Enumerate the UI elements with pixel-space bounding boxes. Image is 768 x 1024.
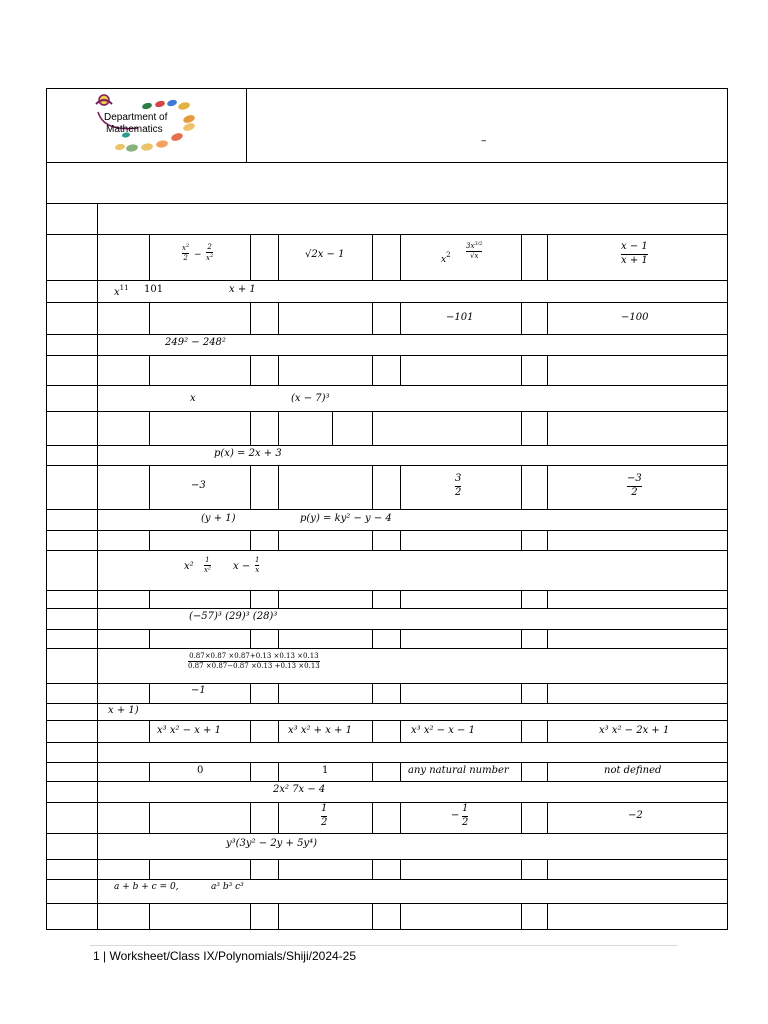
column-divider <box>149 302 150 334</box>
column-divider <box>250 234 251 280</box>
column-divider <box>521 411 522 445</box>
row-divider <box>46 509 728 510</box>
column-divider <box>250 590 251 608</box>
column-divider <box>400 629 401 648</box>
column-divider <box>250 465 251 509</box>
q11-option-b: 1 <box>322 765 329 776</box>
q7-stem-b <box>204 557 211 575</box>
row-divider <box>46 385 728 386</box>
column-divider <box>250 762 251 781</box>
footer-rule <box>90 945 678 946</box>
q1-option-b-text: 2x − 1 <box>311 249 345 260</box>
q7-stem-c-num: 1 <box>255 556 260 564</box>
column-divider <box>521 302 522 334</box>
column-divider <box>250 859 251 879</box>
q1-option-a-minus: − <box>194 250 202 260</box>
q1-option-a-frac1: $x^2$ 2 <box>182 243 190 263</box>
column-divider <box>149 802 150 833</box>
row-divider <box>46 648 728 649</box>
column-divider <box>547 355 548 385</box>
logo-text-line2: Mathematics <box>106 124 163 135</box>
column-divider <box>278 802 279 833</box>
q5-option-c-den: 2 <box>455 486 462 498</box>
q12-option-b-num: 1 <box>321 803 328 814</box>
header-dash: – <box>481 134 487 147</box>
column-divider <box>400 903 401 930</box>
q2-stem-pow: 11 <box>119 284 129 292</box>
column-divider <box>278 903 279 930</box>
q6-stem-poly: p(y) = ky² − y − 4 <box>300 513 392 524</box>
column-divider <box>278 629 279 648</box>
column-divider <box>547 234 548 280</box>
column-divider <box>547 720 548 742</box>
q10-option-c: x³ x² − x − 1 <box>411 725 475 736</box>
q5-option-d <box>627 474 642 498</box>
column-divider <box>521 465 522 509</box>
q12-option-c <box>462 804 468 828</box>
column-divider <box>250 903 251 930</box>
column-divider <box>278 762 279 781</box>
department-logo <box>92 92 212 156</box>
column-divider <box>278 411 279 445</box>
q14-stem-a: a + b + c = 0, <box>114 882 179 892</box>
column-divider <box>547 683 548 703</box>
q10-option-a: x³ x² − x + 1 <box>157 725 221 736</box>
q2-stem-divisor: x + 1 <box>229 284 256 295</box>
column-divider <box>521 903 522 930</box>
q13-stem: y³(3y² − 2y + 5y⁴) <box>226 838 317 849</box>
column-divider <box>278 302 279 334</box>
q11-option-c: any natural number <box>408 765 509 776</box>
column-divider <box>400 465 401 509</box>
q4-stem-x: x <box>190 393 196 404</box>
column-divider <box>521 355 522 385</box>
column-divider <box>278 859 279 879</box>
q9-stem-den: 0.87 ×0.87−0.87 ×0.13 +0.13 ×0.13 <box>188 662 320 671</box>
column-divider <box>372 903 373 930</box>
column-divider <box>372 530 373 550</box>
column-divider <box>250 802 251 833</box>
row-divider <box>46 742 728 743</box>
q1-option-c-frac: $3x^{3/2}$ √x <box>466 241 483 261</box>
row-divider <box>46 781 728 782</box>
q6-stem-factor: (y + 1) <box>201 513 236 524</box>
column-divider <box>372 234 373 280</box>
column-divider <box>372 590 373 608</box>
column-divider <box>278 720 279 742</box>
column-divider <box>149 903 150 930</box>
row-divider <box>46 280 728 281</box>
q9-stem-num: 0.87×0.87 ×0.87+0.13 ×0.13 ×0.13 <box>189 652 319 660</box>
column-divider <box>149 720 150 742</box>
q1-option-a-frac2: 2 $x^2$ <box>206 243 214 263</box>
q12-option-d: −2 <box>628 810 643 821</box>
column-divider <box>372 629 373 648</box>
column-divider <box>149 762 150 781</box>
column-divider <box>547 465 548 509</box>
logo-text-line1: Department of <box>104 112 168 123</box>
row-divider <box>46 334 728 335</box>
column-divider <box>521 720 522 742</box>
column-divider <box>547 530 548 550</box>
q1-option-b: √2x − 1 <box>305 249 345 260</box>
column-divider <box>278 465 279 509</box>
row-divider <box>46 833 728 834</box>
column-divider <box>521 683 522 703</box>
q10-option-d: x³ x² − 2x + 1 <box>599 725 670 736</box>
column-divider <box>278 530 279 550</box>
q2-option-d: −100 <box>621 312 649 323</box>
column-divider <box>250 683 251 703</box>
column-divider <box>372 859 373 879</box>
column-divider <box>521 590 522 608</box>
column-divider <box>400 683 401 703</box>
q9-option-a: −1 <box>191 685 206 696</box>
q5-option-d-num: −3 <box>627 473 642 484</box>
column-divider <box>149 355 150 385</box>
q7-stem-b-num: 1 <box>205 556 210 564</box>
column-divider <box>372 465 373 509</box>
column-divider <box>521 629 522 648</box>
q10-stem: x + 1) <box>108 705 139 716</box>
row-divider <box>46 550 728 551</box>
column-divider <box>400 530 401 550</box>
column-divider <box>400 802 401 833</box>
q2-stem-base: x <box>114 287 120 298</box>
q8-stem: (−57)³ (29)³ (28)³ <box>189 611 278 622</box>
column-divider <box>278 234 279 280</box>
q12-option-b-den: 2 <box>321 816 328 828</box>
q5-stem: p(x) = 2x + 3 <box>214 448 282 459</box>
q1-option-c-base: x <box>441 255 447 265</box>
column-divider <box>149 683 150 703</box>
column-divider <box>547 590 548 608</box>
q11-option-d: not defined <box>604 765 662 776</box>
column-divider <box>547 802 548 833</box>
q5-option-c-num: 3 <box>455 473 462 484</box>
column-divider <box>521 762 522 781</box>
column-divider <box>521 802 522 833</box>
q5-option-c <box>455 474 461 498</box>
q12-option-c-num: 1 <box>462 803 469 814</box>
column-divider <box>372 802 373 833</box>
q2-option-c: −101 <box>446 312 474 323</box>
row-divider <box>46 703 728 704</box>
column-divider <box>250 355 251 385</box>
column-divider <box>149 411 150 445</box>
q2-stem-number: 101 <box>144 284 164 295</box>
column-divider <box>246 88 247 162</box>
q2-stem-power <box>114 285 129 298</box>
column-divider <box>149 590 150 608</box>
column-divider <box>547 903 548 930</box>
column-divider <box>278 355 279 385</box>
q3-stem: 249² − 248² <box>165 337 226 348</box>
q9-stem <box>188 653 320 671</box>
column-divider <box>521 530 522 550</box>
q7-stem-b-den: x² <box>204 566 211 575</box>
q5-option-d-den: 2 <box>631 486 638 498</box>
q7-stem-c-frac <box>255 557 259 575</box>
column-divider <box>250 530 251 550</box>
footer-text: 1 | Worksheet/Class IX/Polynomials/Shiji/2024-25 <box>93 949 357 963</box>
column-divider <box>149 234 150 280</box>
q12-option-c-sign: − <box>451 810 460 821</box>
column-divider <box>372 302 373 334</box>
column-divider <box>547 302 548 334</box>
column-divider <box>278 590 279 608</box>
column-divider <box>372 720 373 742</box>
q7-stem-c: x − <box>233 561 251 572</box>
column-divider <box>372 355 373 385</box>
q4-stem-expr: (x − 7)³ <box>291 393 330 404</box>
column-divider <box>400 355 401 385</box>
q1-option-d-den: x + 1 <box>621 254 648 266</box>
column-divider <box>400 859 401 879</box>
row-divider <box>46 445 728 446</box>
q12-option-b <box>321 804 327 828</box>
row-divider <box>46 203 728 204</box>
q12-stem: 2x² 7x − 4 <box>273 784 326 795</box>
column-divider <box>250 302 251 334</box>
column-divider <box>400 234 401 280</box>
q7-stem-a: x² <box>184 561 194 572</box>
row-divider <box>46 162 728 163</box>
column-divider <box>149 530 150 550</box>
column-divider <box>278 683 279 703</box>
q1-option-d <box>621 242 648 266</box>
row-divider <box>46 608 728 609</box>
q1-option-c <box>441 252 451 265</box>
column-divider <box>547 859 548 879</box>
column-divider <box>97 203 98 930</box>
row-divider <box>46 879 728 880</box>
column-divider <box>372 762 373 781</box>
column-divider <box>372 683 373 703</box>
column-divider <box>250 411 251 445</box>
q11-option-a: 0 <box>197 765 204 776</box>
column-divider <box>547 762 548 781</box>
column-divider <box>521 234 522 280</box>
q14-stem-b: a³ b³ c³ <box>211 882 244 892</box>
column-divider <box>149 859 150 879</box>
column-divider <box>547 629 548 648</box>
column-divider <box>400 762 401 781</box>
column-divider <box>400 302 401 334</box>
column-divider <box>372 411 373 445</box>
q7-stem-c-den: x <box>255 566 260 575</box>
column-divider <box>149 465 150 509</box>
column-divider <box>400 720 401 742</box>
column-divider <box>149 629 150 648</box>
column-divider <box>547 411 548 445</box>
q5-option-a: −3 <box>191 480 206 491</box>
q1-option-c-pow: 2 <box>446 251 451 259</box>
column-divider <box>521 859 522 879</box>
column-divider <box>250 720 251 742</box>
column-divider <box>332 411 333 445</box>
column-divider <box>400 590 401 608</box>
q10-option-b: x³ x² + x + 1 <box>288 725 352 736</box>
q12-option-c-den: 2 <box>462 816 469 828</box>
q1-option-d-num: x − 1 <box>621 241 648 252</box>
column-divider <box>250 629 251 648</box>
